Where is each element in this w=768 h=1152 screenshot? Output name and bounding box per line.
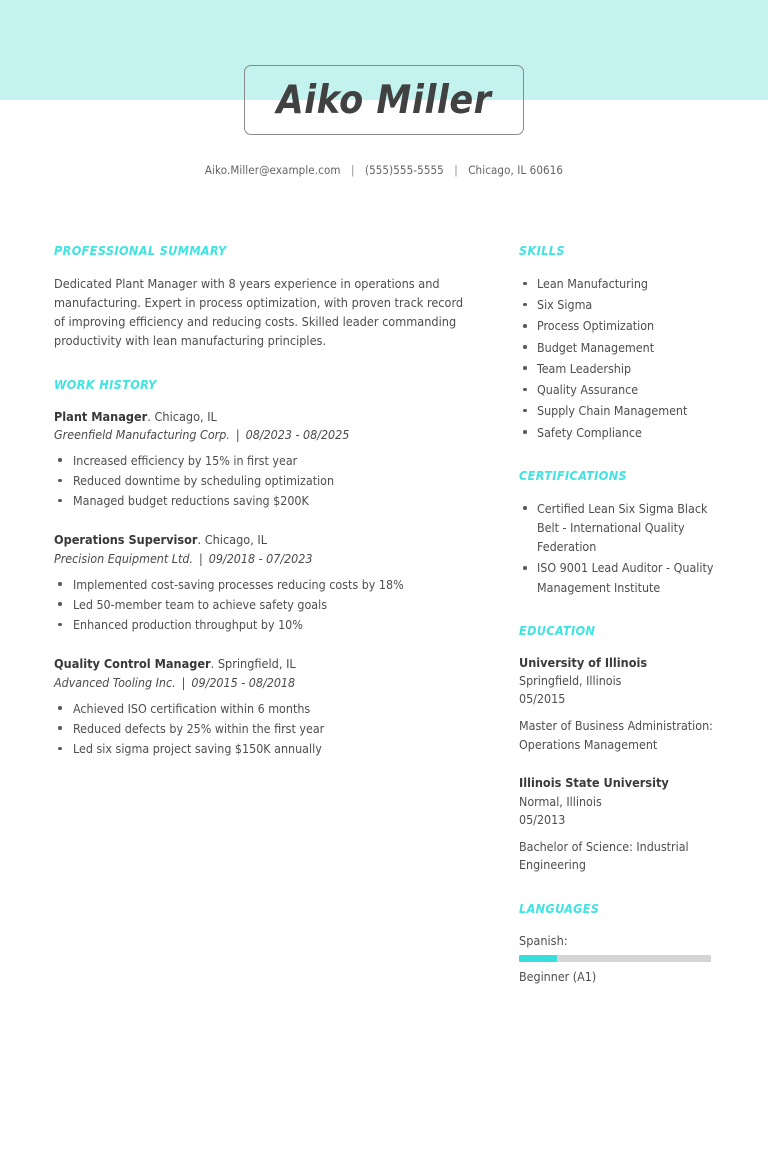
candidate-name: Aiko Miller [276,77,492,123]
job-title: Operations Supervisor [54,532,198,548]
job-company-line [54,674,468,692]
job-bullet-list [54,699,468,759]
job-separator: | [198,550,203,566]
list-item: Certified Lean Six Sigma Black Belt - International Quality Federation [519,499,719,557]
list-item: Reduced defects by 25% within the first year [54,719,468,738]
list-item: Reduced downtime by scheduling optimization [54,471,468,490]
job-title: Plant Manager [54,408,148,424]
language-proficiency-fill [519,955,557,962]
education-degree: Bachelor of Science: Industrial Engineering [519,838,689,873]
job-company-line [54,426,468,444]
language-proficiency-bar [519,955,711,962]
job-header-line [54,408,468,426]
job-separator: | [181,674,186,690]
list-item: Budget Management [519,338,719,357]
professional-summary-text: Dedicated Plant Manager with 8 years experience in operations and manufacturing. Expert in process optimization, with proven track record of improving efficiency and reducing costs. Skilled leader commanding productivity with lean manufacturing principles. [54,276,464,349]
contact-line [0,163,768,177]
contact-location: Chicago, IL 60616 [468,163,564,177]
job-header-line [54,655,468,673]
list-item: Managed budget reductions saving $200K [54,491,468,510]
work-history-entry [54,655,468,758]
job-company: Greenfield Manufacturing Corp. [54,426,230,442]
education-school: Illinois State University [519,775,669,791]
language-name: Spanish: [519,932,568,948]
list-item: Increased efficiency by 15% in first year [54,451,468,470]
list-item: ISO 9001 Lead Auditor - Quality Management Institute [519,558,719,596]
job-location: . Springfield, IL [210,656,296,672]
education-school: University of Illinois [519,654,648,670]
job-company: Precision Equipment Ltd. [54,550,193,566]
section-heading-work-history: WORK HISTORY [54,376,157,392]
contact-separator-2: | [454,163,458,177]
list-item: Team Leadership [519,359,719,378]
contact-separator-1: | [350,163,355,177]
language-entry [519,932,719,986]
job-separator: | [235,426,240,442]
list-item: Led 50-member team to achieve safety goals [54,595,468,614]
job-dates: 08/2023 - 08/2025 [245,426,350,442]
job-title: Quality Control Manager [54,656,211,672]
list-item: Achieved ISO certification within 6 months [54,699,468,718]
education-date: 05/2013 [519,811,566,827]
list-item: Process Optimization [519,316,719,335]
contact-email: Aiko.Miller@example.com [204,163,341,177]
education-entry [519,654,719,754]
job-bullet-list [54,451,468,511]
list-item: Enhanced production throughput by 10% [54,615,468,634]
section-heading-skills: SKILLS [519,243,565,258]
job-location: . Chicago, IL [197,532,268,548]
list-item: Implemented cost-saving processes reducing costs by 18% [54,575,468,594]
education-date: 05/2015 [519,691,566,707]
section-work-history [54,377,468,759]
section-heading-languages: LANGUAGES [519,900,600,916]
work-history-entry [54,408,468,511]
contact-phone: (555)555-5555 [364,163,444,177]
certifications-list [519,499,719,597]
education-degree: Master of Business Administration: Operations Management [519,718,713,752]
job-company-line [54,550,468,568]
left-column [54,243,468,759]
right-column [519,243,719,986]
work-history-entry [54,531,468,634]
job-dates: 09/2015 - 08/2018 [191,674,296,690]
section-heading-education: EDUCATION [519,622,596,638]
section-languages [519,901,719,986]
list-item: Supply Chain Management [519,401,719,420]
job-header-line [54,531,468,549]
section-education [519,623,719,875]
section-heading-professional-summary: PROFESSIONAL SUMMARY [54,243,227,258]
list-item: Led six sigma project saving $150K annually [54,739,468,758]
job-bullet-list [54,575,468,635]
section-professional-summary [54,243,468,351]
section-heading-certifications: CERTIFICATIONS [519,467,628,483]
education-location: Normal, Illinois [519,793,602,809]
job-dates: 09/2018 - 07/2023 [208,550,313,566]
list-item: Six Sigma [519,295,719,314]
name-box [244,65,524,135]
language-level: Beginner (A1) [519,968,597,984]
job-location: . Chicago, IL [147,408,217,424]
list-item: Safety Compliance [519,423,719,442]
list-item: Quality Assurance [519,380,719,399]
job-company: Advanced Tooling Inc. [54,674,176,690]
section-certifications [519,468,719,597]
education-entry [519,774,719,874]
skills-list [519,274,719,442]
education-location: Springfield, Illinois [519,673,622,689]
section-skills [519,243,719,442]
list-item: Lean Manufacturing [519,274,719,293]
